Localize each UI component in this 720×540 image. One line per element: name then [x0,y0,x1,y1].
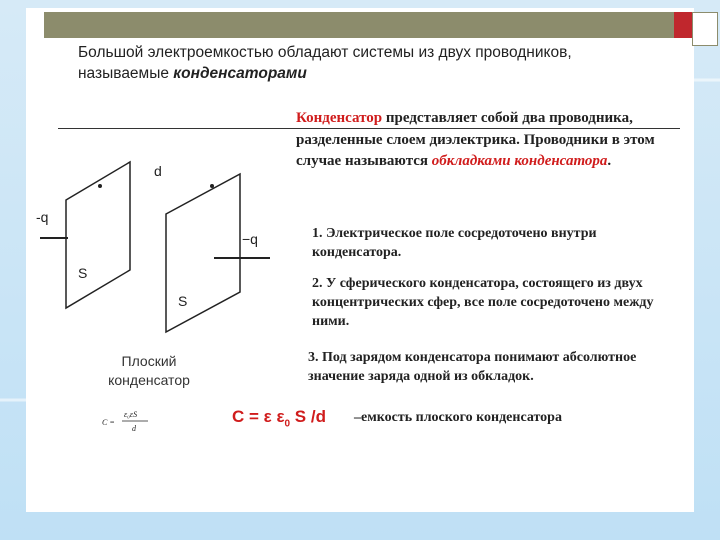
left-plate [66,162,130,308]
top-bar-accent [674,12,692,38]
mini-formula-lhs: C = [102,418,115,427]
plates-term: обкладками конденсатора [431,153,608,169]
intro-text [78,42,658,84]
point-3: 3. Под зарядом конденсатора понимают абсолютное значение заряда одной из обкладок. [308,350,637,384]
label-minus-q-right: −q [242,231,258,247]
label-s-right: S [178,293,188,309]
capacitor-diagram [30,150,290,350]
diagram-caption: Плоский конденсатор [108,353,190,388]
definition [296,108,676,173]
definition-text-1: представляет собой два проводника, разделенные слоем диэлектрика. Проводники в этом случае называются [296,110,655,169]
point-1: 1. Электрическое поле сосредоточено внутри конденсатора. [312,226,597,260]
label-d: d [154,163,162,179]
definition-term: Конденсатор [296,110,383,126]
definition-text-2: . [607,153,612,169]
label-s-left: S [78,265,88,281]
top-bar [44,12,698,38]
label-minus-q-left: -q [36,209,49,225]
left-plate-dot [98,184,102,188]
right-plate-dot [210,184,214,188]
intro-text-before: Большой электроемкостью обладают системы из двух проводников, называемые [78,44,572,82]
top-bar-box [692,12,718,46]
mini-formula-denominator: d [132,424,136,433]
intro-term: конденсаторами [173,65,307,82]
formula-tail: S /d [290,407,326,426]
formula-main: C = ε ε [232,407,285,426]
capacitance-formula [232,407,326,429]
mini-formula-numerator: ε₀εS [124,410,138,419]
mini-formula [100,406,160,436]
formula-sub: 0 [284,418,291,430]
formula-description: –емкость плоского конденсатора [354,410,562,425]
point-2: 2. У сферического конденсатора, состоящего из двух концентрических сфер, все поле сосредоточено между ними. [312,276,654,329]
